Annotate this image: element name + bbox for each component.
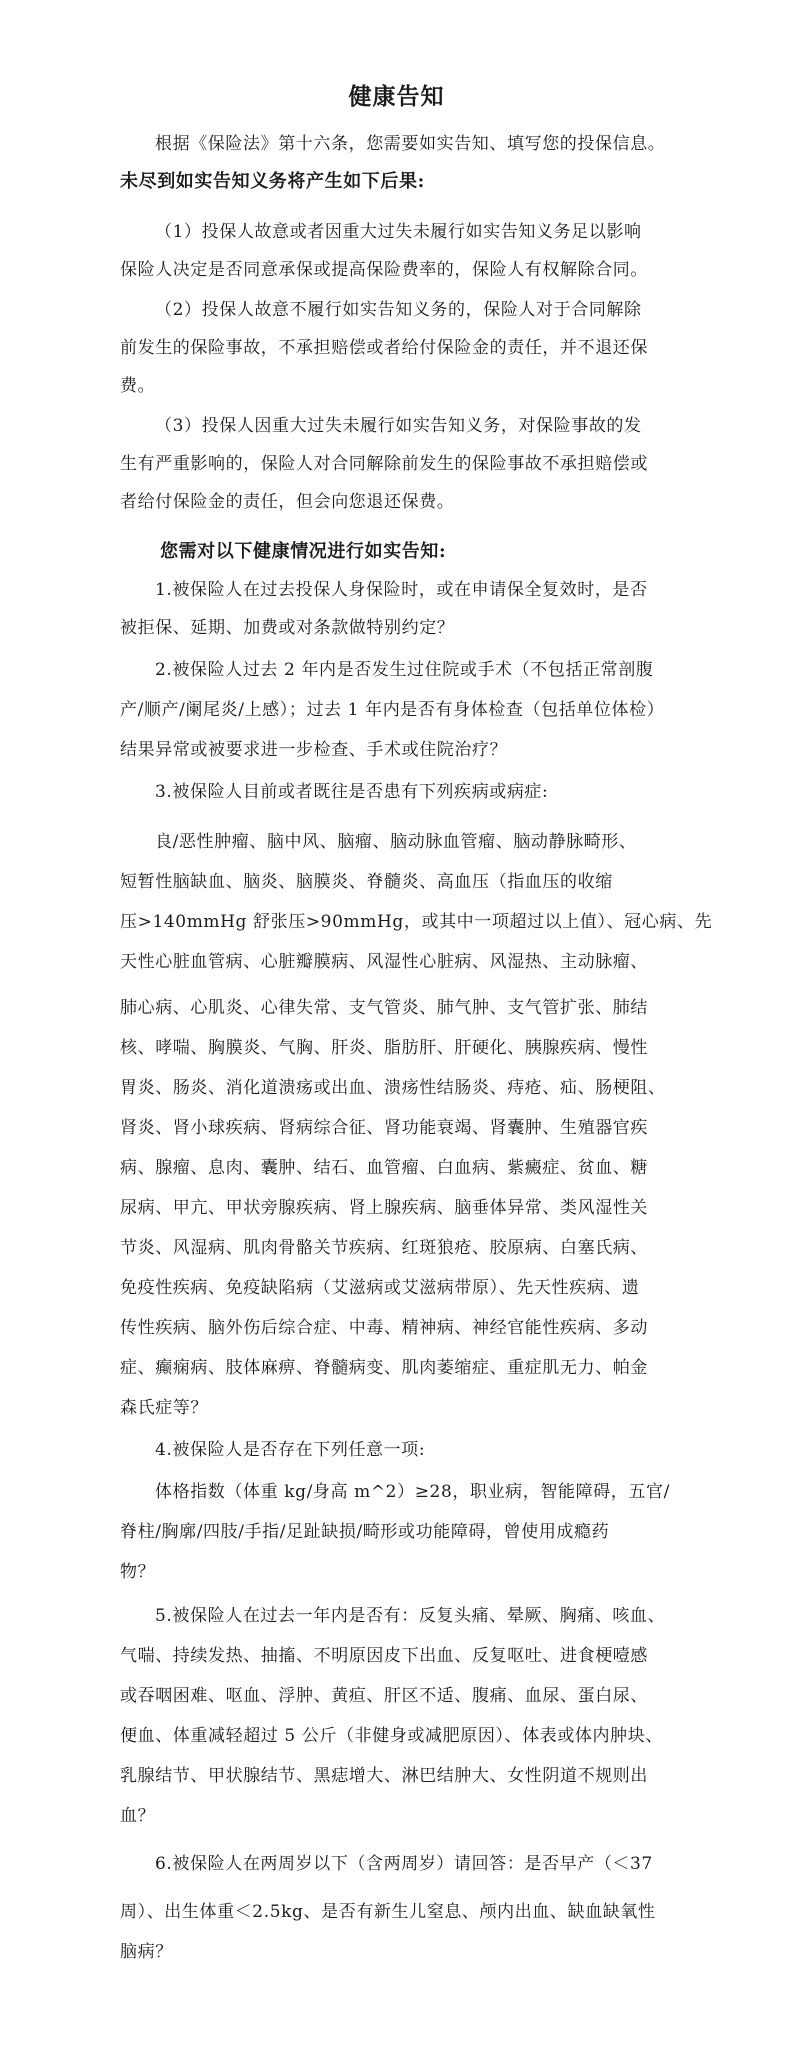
consequence-3-line: 生有严重影响的，保险人对合同解除前发生的保险事故不承担赔偿或	[120, 454, 648, 474]
question-2-line: 产/顺产/阑尾炎/上感）；过去 1 年内是否有身体检查（包括单位体检）	[120, 700, 665, 720]
disease-list-line: 天性心脏血管病、心脏瓣膜病、风湿性心脏病、风湿热、主动脉瘤、	[120, 952, 648, 972]
disease-list-line: 尿病、甲亢、甲状旁腺疾病、肾上腺疾病、脑垂体异常、类风湿性关	[120, 1198, 648, 1218]
disease-list-line: 压>140mmHg 舒张压>90mmHg，或其中一项超过以上值）、冠心病、先	[120, 912, 713, 932]
disease-list-line: 短暂性脑缺血、脑炎、脑膜炎、脊髓炎、高血压（指血压的收缩	[120, 872, 613, 892]
consequence-2-line: 费。	[120, 376, 156, 396]
question-4-detail-line: 体格指数（体重 kg/身高 m^2）≥28，职业病，智能障碍，五官/	[155, 1482, 670, 1502]
document-title: 健康告知	[348, 83, 445, 110]
question-5-line: 或吞咽困难、呕血、浮肿、黄疸、肝区不适、腹痛、血尿、蛋白尿、	[120, 1686, 648, 1706]
question-6-line: 脑病？	[120, 1942, 173, 1962]
question-1-line: 1.被保险人在过去投保人身保险时，或在申请保全复效时，是否	[155, 580, 648, 600]
disease-list-line: 症、癫痫病、肢体麻痹、脊髓病变、肌肉萎缩症、重症肌无力、帕金	[120, 1358, 648, 1378]
disease-list-line: 肺心病、心肌炎、心律失常、支气管炎、肺气肿、支气管扩张、肺结	[120, 998, 648, 1018]
question-5-line: 血？	[120, 1806, 156, 1826]
disease-list-line: 病、腺瘤、息肉、囊肿、结石、血管瘤、白血病、紫癜症、贫血、糖	[120, 1158, 648, 1178]
consequence-1-line: （1）投保人故意或者因重大过失未履行如实告知义务足以影响	[155, 222, 642, 242]
disease-list-line: 胃炎、肠炎、消化道溃疡或出血、溃疡性结肠炎、痔疮、疝、肠梗阻、	[120, 1078, 666, 1098]
question-5-line: 5.被保险人在过去一年内是否有：反复头痛、晕厥、胸痛、咳血、	[155, 1606, 666, 1626]
question-2-line: 结果异常或被要求进一步检查、手术或住院治疗？	[120, 740, 508, 760]
disease-list-line: 节炎、风湿病、肌肉骨骼关节疾病、红斑狼疮、胶原病、白塞氏病、	[120, 1238, 648, 1258]
consequence-heading: 未尽到如实告知义务将产生如下后果:	[120, 171, 425, 192]
consequence-3-line: （3）投保人因重大过失未履行如实告知义务，对保险事故的发	[155, 416, 642, 436]
disclosure-heading: 您需对以下健康情况进行如实告知:	[160, 541, 447, 562]
question-4-line: 4.被保险人是否存在下列任意一项:	[155, 1440, 426, 1460]
question-3-line: 3.被保险人目前或者既往是否患有下列疾病或病症:	[155, 782, 549, 802]
question-6-line: 周）、出生体重＜2.5kg、是否有新生儿窒息、颅内出血、缺血缺氧性	[120, 1902, 656, 1922]
question-5-line: 便血、体重减轻超过 5 公斤（非健身或减肥原因）、体表或体内肿块、	[120, 1726, 663, 1746]
question-5-line: 气喘、持续发热、抽搐、不明原因皮下出血、反复呕吐、进食梗噎感	[120, 1646, 648, 1666]
consequence-2-line: （2）投保人故意不履行如实告知义务的，保险人对于合同解除	[155, 300, 642, 320]
question-2-line: 2.被保险人过去 2 年内是否发生过住院或手术（不包括正常剖腹	[155, 660, 654, 680]
question-6-line: 6.被保险人在两周岁以下（含两周岁）请回答：是否早产（＜37	[155, 1854, 653, 1874]
question-4-detail-line: 物？	[120, 1562, 156, 1582]
consequence-1-line: 保险人决定是否同意承保或提高保险费率的，保险人有权解除合同。	[120, 260, 648, 280]
question-1-line: 被拒保、延期、加费或对条款做特别约定？	[120, 618, 455, 638]
disease-list-line: 传性疾病、脑外伤后综合症、中毒、精神病、神经官能性疾病、多动	[120, 1318, 648, 1338]
question-4-detail-line: 脊柱/胸廓/四肢/手指/足趾缺损/畸形或功能障碍，曾使用成瘾药	[120, 1522, 610, 1542]
question-5-line: 乳腺结节、甲状腺结节、黑痣增大、淋巴结肿大、女性阴道不规则出	[120, 1766, 648, 1786]
intro-line: 根据《保险法》第十六条，您需要如实告知、填写您的投保信息。	[155, 134, 666, 154]
disease-list-line: 核、哮喘、胸膜炎、气胸、肝炎、脂肪肝、肝硬化、胰腺疾病、慢性	[120, 1038, 648, 1058]
consequence-2-line: 前发生的保险事故，不承担赔偿或者给付保险金的责任，并不退还保	[120, 338, 648, 358]
disease-list-line: 森氏症等？	[120, 1398, 208, 1418]
consequence-3-line: 者给付保险金的责任，但会向您退还保费。	[120, 492, 455, 512]
disease-list-line: 良/恶性肿瘤、脑中风、脑瘤、脑动脉血管瘤、脑动静脉畸形、	[155, 832, 637, 852]
disease-list-line: 肾炎、肾小球疾病、肾病综合征、肾功能衰竭、肾囊肿、生殖器官疾	[120, 1118, 648, 1138]
disease-list-line: 免疫性疾病、免疫缺陷病（艾滋病或艾滋病带原）、先天性疾病、遗	[120, 1278, 640, 1298]
